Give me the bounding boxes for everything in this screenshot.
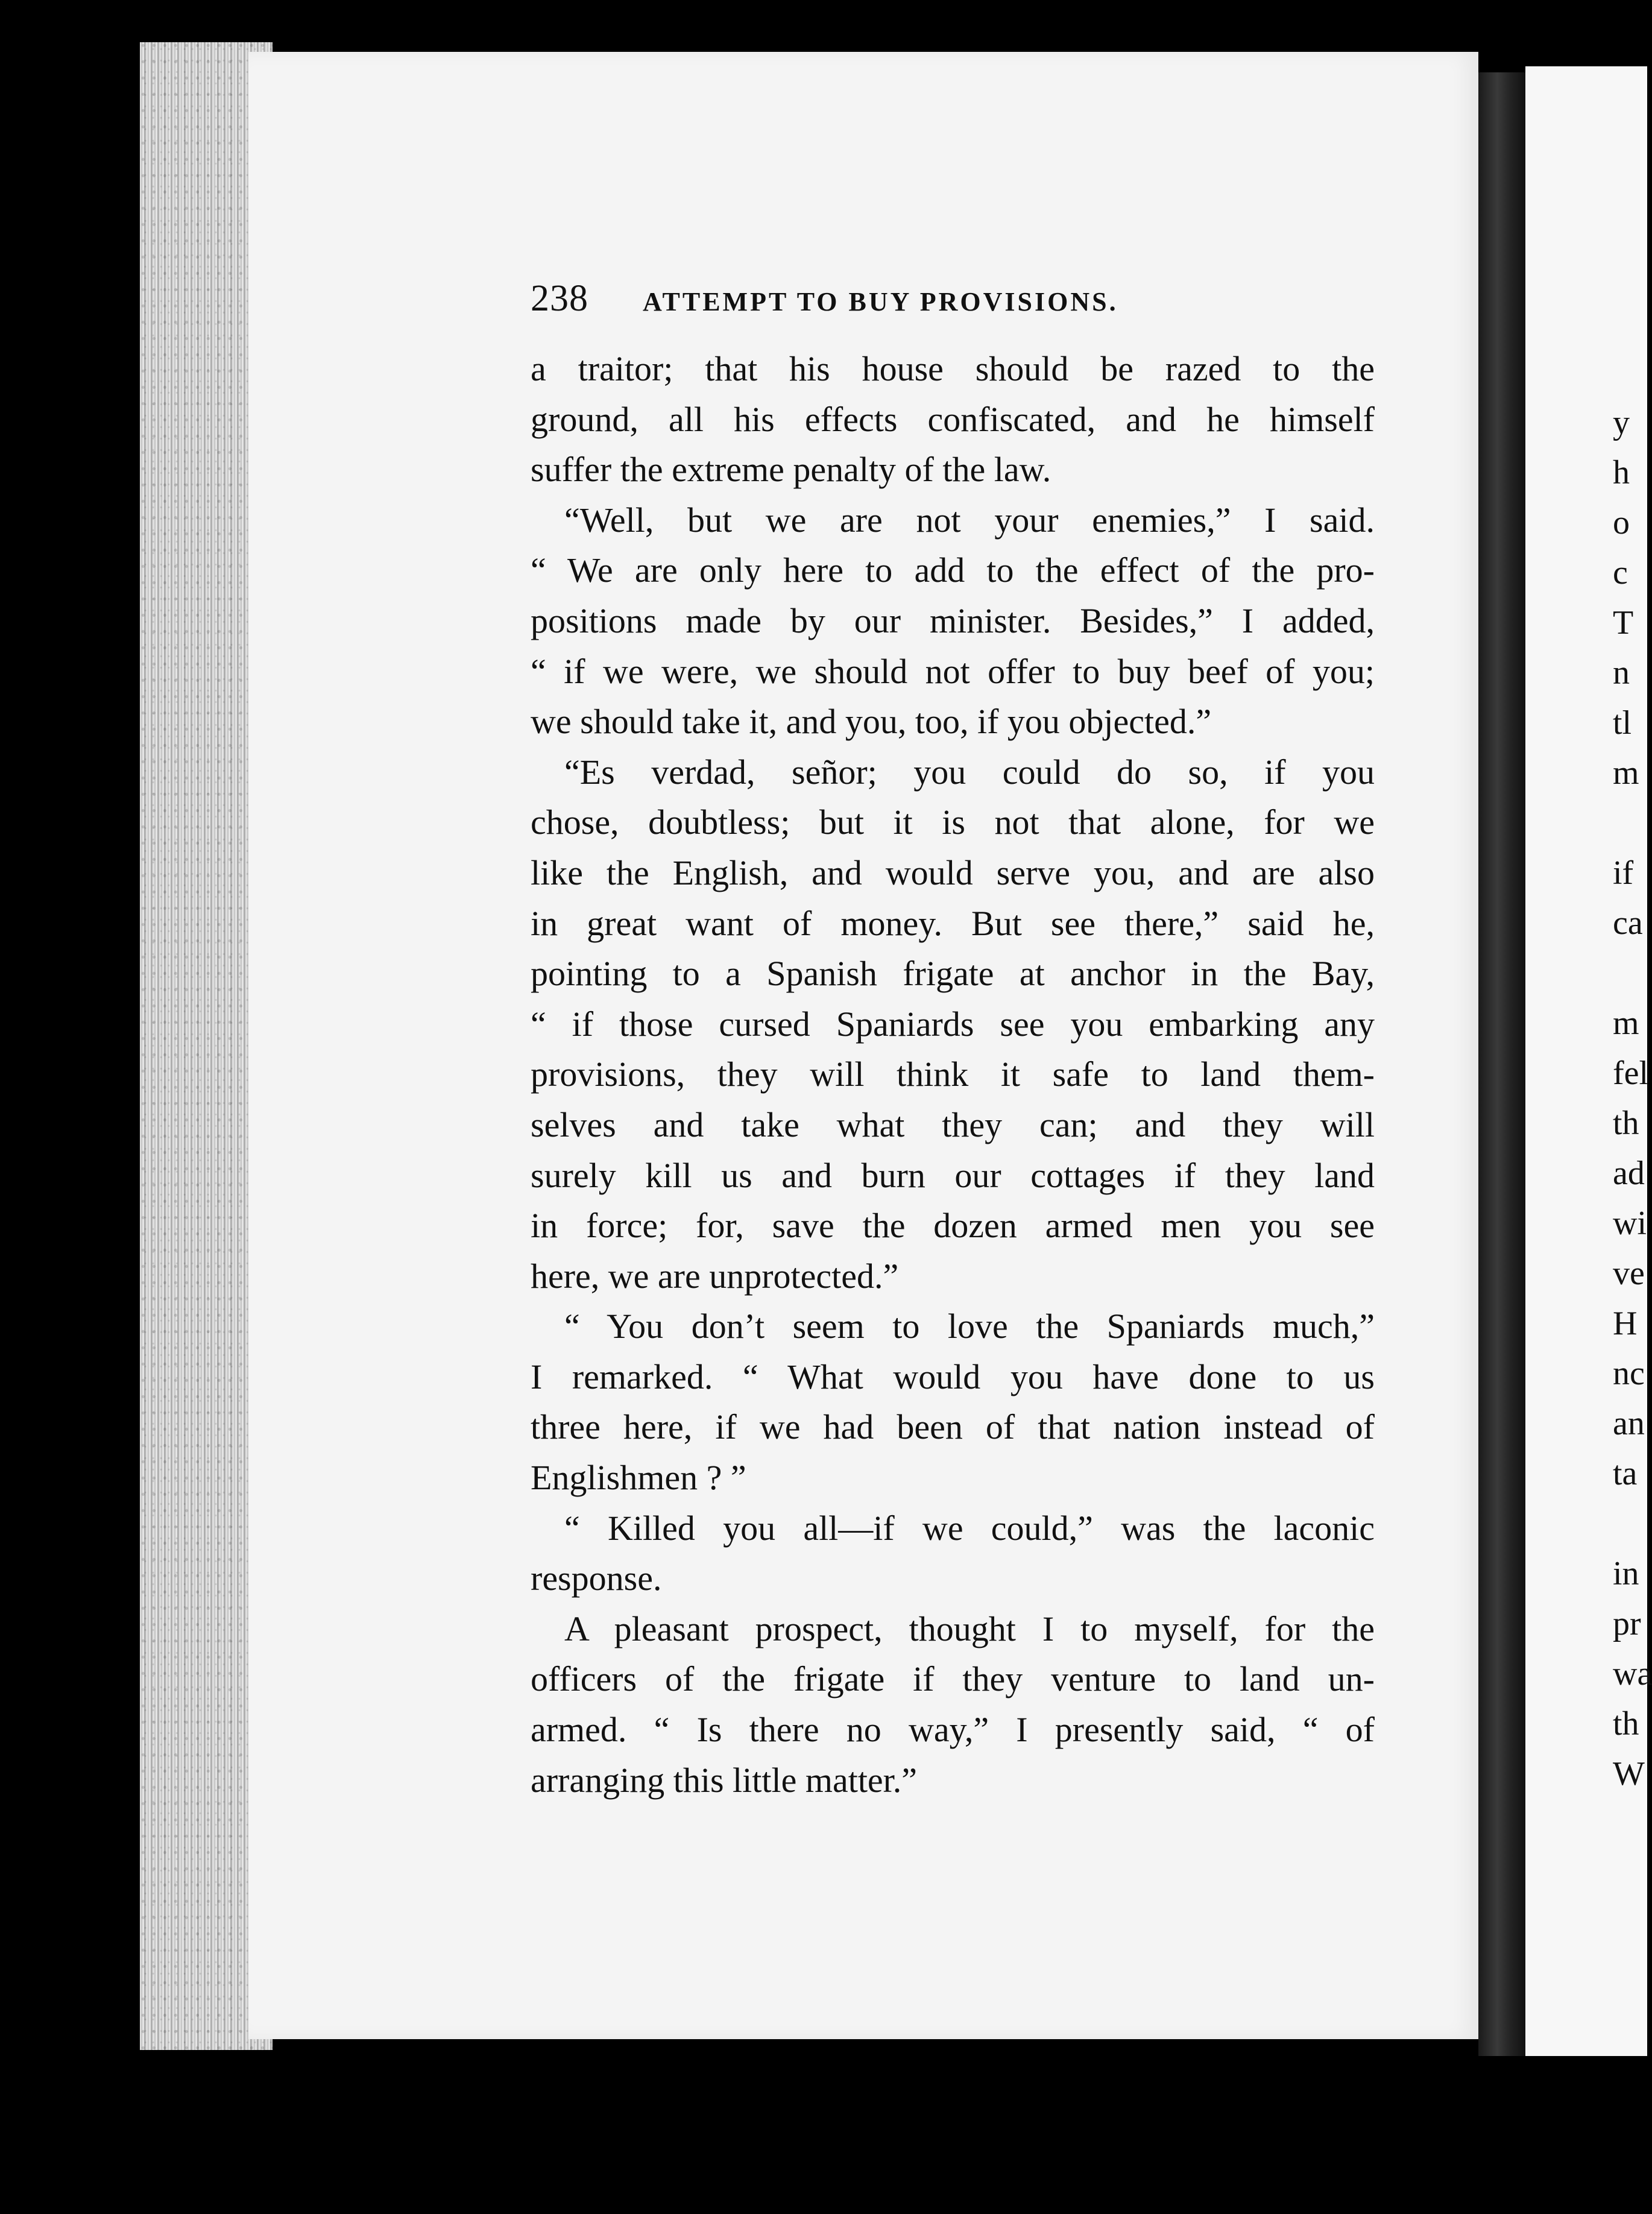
right-page-fragment: nc <box>1613 1355 1645 1392</box>
right-page-fragment: th <box>1613 1705 1639 1742</box>
text-line: “ We are only here to add to the effect of the pro- <box>531 550 1375 590</box>
text-line: provisions, they will think it safe to land them- <box>531 1055 1375 1094</box>
right-page-fragment: fel <box>1613 1055 1649 1092</box>
right-page-fragment: y <box>1613 404 1630 441</box>
running-head <box>531 277 1375 338</box>
right-page-fragment: th <box>1613 1105 1639 1142</box>
text-line: ground, all his effects confiscated, and he himself <box>531 399 1375 439</box>
running-title: ATTEMPT TO BUY PROVISIONS. <box>643 287 1118 317</box>
text-line: surely kill us and burn our cottages if they land <box>531 1155 1375 1195</box>
page-text-block <box>531 277 1375 1805</box>
right-page-fragment: W <box>1613 1755 1645 1793</box>
text-line: pointing to a Spanish frigate at anchor in the Bay, <box>531 954 1375 994</box>
right-page-fragment: ta <box>1613 1455 1638 1492</box>
body-text <box>531 344 1375 1805</box>
right-page-fragment: m <box>1613 1004 1639 1042</box>
text-line: in force; for, save the dozen armed men you see <box>531 1206 1375 1246</box>
right-page-fragment <box>1613 798 1652 848</box>
right-page-fragment: ad <box>1613 1155 1645 1192</box>
text-line: like the English, and would serve you, and are also <box>531 853 1375 892</box>
right-page-fragment: T <box>1613 604 1634 642</box>
right-page-fragment: h <box>1613 454 1630 491</box>
text-line: “ Killed you all—if we could,” was the laconic <box>564 1508 1375 1548</box>
right-page-fragment: in <box>1613 1555 1639 1592</box>
right-page-fragment: tl <box>1613 704 1632 742</box>
book-gutter <box>1478 72 1525 2056</box>
right-page-fragment: wi <box>1613 1205 1647 1242</box>
text-line: “Well, but we are not your enemies,” I said. <box>564 500 1375 540</box>
right-page-fragment: o <box>1613 504 1630 541</box>
text-line: officers of the frigate if they venture to land un- <box>531 1659 1375 1699</box>
text-line: “ if those cursed Spaniards see you embarking any <box>531 1004 1375 1044</box>
text-line: here, we are unprotected.” <box>531 1256 899 1296</box>
page-number: 238 <box>531 278 588 319</box>
text-line: A pleasant prospect, thought I to myself, for the <box>564 1609 1375 1648</box>
text-line: we should take it, and you, too, if you objected.” <box>531 702 1212 742</box>
right-page-fragment: if <box>1613 854 1634 892</box>
text-line: armed. “ Is there no way,” I presently said, “ of <box>531 1710 1375 1750</box>
text-line: “ You don’t seem to love the Spaniards much,” <box>564 1307 1375 1346</box>
right-page-fragment: pr <box>1613 1605 1641 1642</box>
text-line: selves and take what they can; and they will <box>531 1105 1375 1144</box>
right-page-fragment: wa <box>1613 1655 1652 1692</box>
text-line: response. <box>531 1559 662 1598</box>
right-page-fragment <box>1613 1499 1652 1549</box>
text-line: I remarked. “ What would you have done to us <box>531 1357 1375 1396</box>
right-page-fragment: m <box>1613 754 1639 792</box>
text-line: a traitor; that his house should be razed to the <box>531 349 1375 388</box>
text-line: “Es verdad, señor; you could do so, if you <box>564 752 1375 792</box>
text-line: chose, doubtless; but it is not that alone, for we <box>531 803 1375 842</box>
text-line: Englishmen ? ” <box>531 1458 746 1498</box>
text-line: in great want of money. But see there,” said he, <box>531 903 1375 943</box>
right-page-fragment: ca <box>1613 904 1643 942</box>
right-page-fragment: H <box>1613 1305 1638 1342</box>
text-line: three here, if we had been of that nation instead of <box>531 1407 1375 1447</box>
text-line: suffer the extreme penalty of the law. <box>531 450 1051 490</box>
text-line: “ if we were, we should not offer to buy beef of you; <box>531 651 1375 691</box>
right-page-fragment: n <box>1613 654 1630 692</box>
text-line: arranging this little matter.” <box>531 1760 918 1800</box>
right-page-fragment <box>1613 948 1652 998</box>
text-line: positions made by our minister. Besides,” I added, <box>531 601 1375 640</box>
right-page-fragment: ve <box>1613 1255 1645 1292</box>
right-page-fragment: an <box>1613 1405 1645 1442</box>
right-page-fragment: c <box>1613 554 1628 591</box>
right-page-text-fragments <box>1613 398 1652 1799</box>
